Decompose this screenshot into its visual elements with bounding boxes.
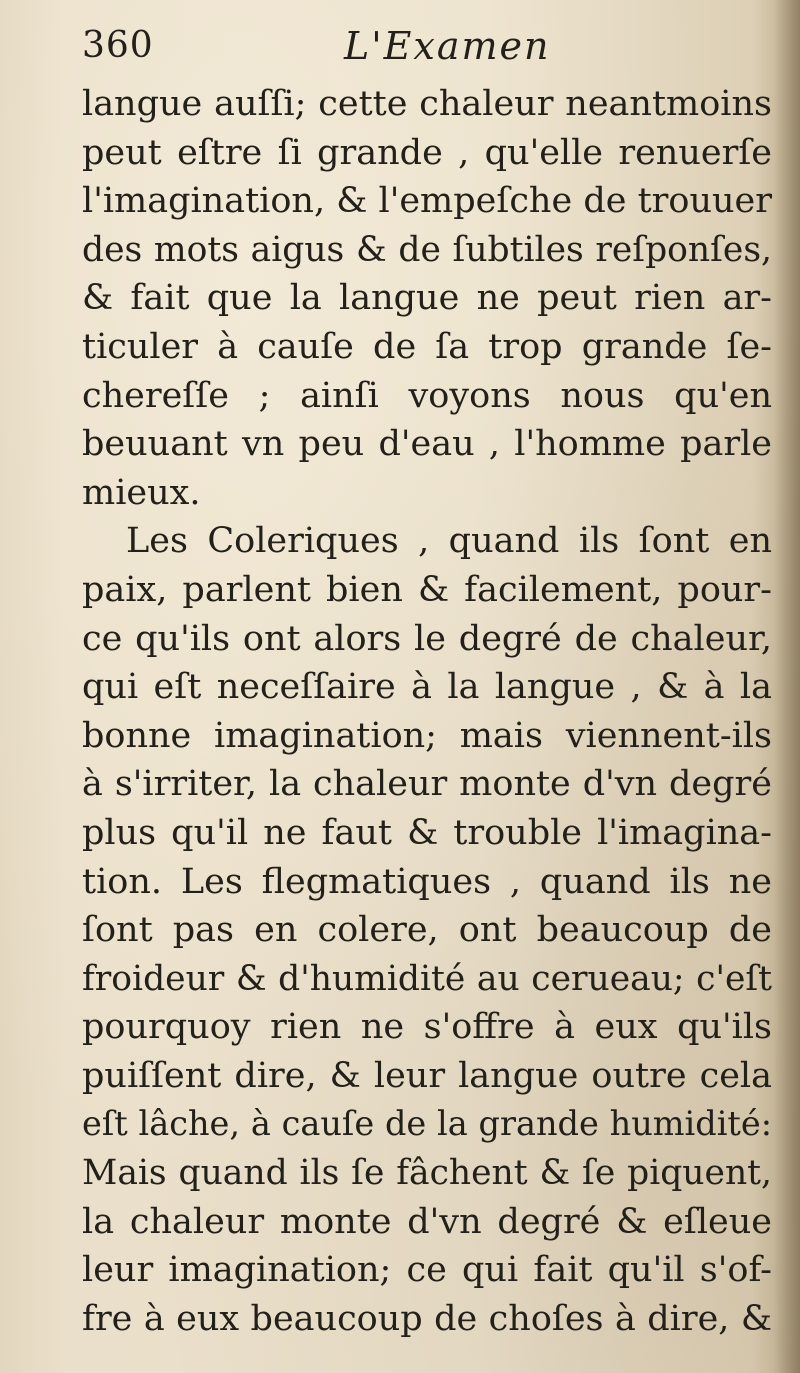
text-line: Mais quand ils ſe fâchent & ſe piquent, — [82, 1153, 772, 1194]
text-line: beuuant vn peu d'eau , l'homme parle — [82, 424, 772, 465]
text-line: paix, parlent bien & facilement, pour- — [82, 569, 772, 610]
text-line: la chaleur monte d'vn degré & eſleue — [82, 1201, 772, 1242]
page-number: 360 — [82, 25, 154, 66]
text-line: pourquoy rien ne s'offre à eux qu'ils — [82, 1007, 772, 1048]
text-line: l'imagination, & l'empeſche de trouuer — [82, 181, 772, 222]
text-line: ſont pas en colere, ont beaucoup de — [82, 910, 772, 951]
text-line: puiſſent dire, & leur langue outre cela — [82, 1055, 772, 1096]
text-line: peut eſtre ſi grande , qu'elle renuerſe — [82, 132, 772, 173]
text-line: eſt lâche, à cauſe de la grande humidité: — [82, 1104, 772, 1144]
text-line: à s'irriter, la chaleur monte d'vn degré — [82, 764, 772, 805]
text-line: fre à eux beaucoup de choſes à dire, & — [82, 1298, 772, 1339]
text-line: ticuler à cauſe de ſa trop grande ſe- — [82, 326, 772, 367]
page-edge-shadow — [774, 0, 800, 1373]
text-line: froideur & d'humidité au cerueau; c'eſt — [82, 958, 772, 999]
text-line: tion. Les flegmatiques , quand ils ne — [82, 861, 772, 902]
text-line: ce qu'ils ont alors le degré de chaleur, — [82, 618, 772, 659]
text-line: plus qu'il ne faut & trouble l'imagina- — [82, 812, 772, 853]
text-line: des mots aigus & de ſubtiles reſponſes, — [82, 229, 772, 270]
body-text — [82, 80, 772, 1343]
running-title: L'Examen — [344, 24, 551, 68]
text-line: qui eſt neceſſaire à la langue , & à la — [82, 667, 772, 708]
text-line: & fait que la langue ne peut rien ar- — [82, 278, 772, 319]
page-header — [82, 18, 782, 74]
text-line: langue auſſi; cette chaleur neantmoins — [82, 84, 772, 124]
text-line: bonne imagination; mais viennent-ils — [82, 715, 772, 756]
text-line: chereſſe ; ainſi voyons nous qu'en — [82, 375, 772, 416]
text-line: leur imagination; ce qui fait qu'il s'of- — [82, 1250, 772, 1291]
text-line: mieux. — [82, 472, 201, 513]
paragraph-first-line: Les Coleriques , quand ils ſont en — [126, 521, 772, 562]
